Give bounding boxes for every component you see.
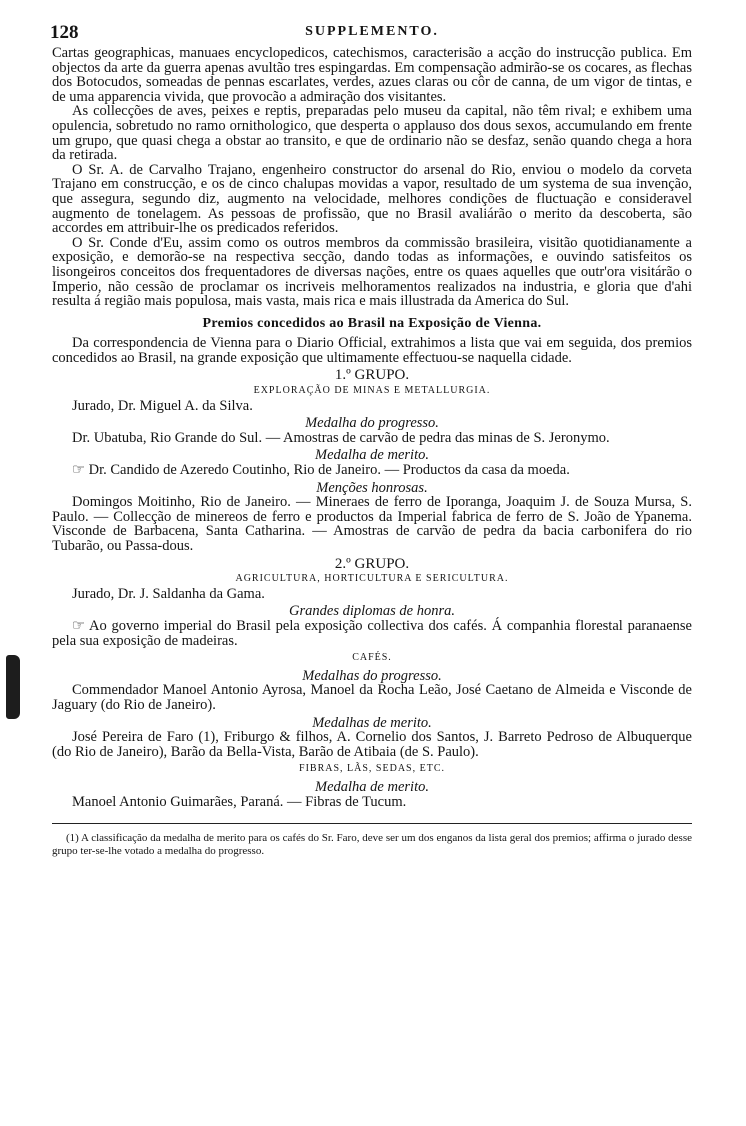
award-entry: Domingos Moitinho, Rio de Janeiro. — Mineraes de ferro de Iporanga, Joaquim J. de Souza Mursa, S. Paulo. — Collecção de minereos de ferro e productos da Imperial fabrica de ferro de S. João de Ypanema. Visconde de Barbacena, Santa Catharina. — Amostras de carvão de pedra da bacia carbonifera do rio Tubarão, ou Passa-dous.	[52, 494, 692, 554]
running-title: SUPPLEMENTO.	[305, 24, 439, 39]
award-category: Medalha do progresso.	[305, 415, 439, 432]
paragraph: O Sr. A. de Carvalho Trajano, engenheiro constructor do arsenal do Rio, enviou o modelo da corveta Trajano em construcção, e os de cinco chalupas movidas a vapor, resultado de um systema de sua invenção, que assegura, segundo diz, augmento na velocidade, melhores condições de fluctuação e consideravel augmento de tonelagem. As pessoas de profissão, que no Brasil avaliárão o merito da descoberta, são accordes em attribuir-lhe os predicados referidos.	[52, 161, 692, 237]
grupo-1-subtitle: EXPLORAÇÃO DE MINAS E METALLURGIA.	[253, 385, 491, 397]
award-entry: Manoel Antonio Guimarães, Paraná. — Fibras de Tucum.	[72, 793, 407, 810]
award-category: Medalha de merito.	[315, 778, 429, 795]
paragraph: Cartas geographicas, manuaes encyclopedicos, catechismos, caracterisão a acção do instrucção publica. Em objectos da arte da guerra apenas avultão tres espingardas. Em compensação admirão-se os cocares, as flechas dos Botocudos, someadas de pennas escarlates, verdes, azues claras ou côr de canna, de um vigor de tintas, e de uma apparencia vivida, que provocão a admiração dos visitantes.	[52, 45, 692, 105]
paragraph: As collecções de aves, peixes e reptis, preparadas pelo museu da capital, não têm rival; e exhibem uma opulencia, sobretudo no ramo ornithologico, que desperta o applauso dos dous sexos, accumulando em frente um grupo, que quasi chega a obstar ao transito, e que de ordinario não se desfaz, senão quando chega a hora da retirada.	[52, 103, 692, 164]
jurado-line: Jurado, Dr. Miguel A. da Silva.	[72, 397, 253, 414]
grupo-2-subtitle: AGRICULTURA, HORTICULTURA E SERICULTURA.	[235, 573, 509, 585]
section-intro: Da correspondencia de Vienna para o Diario Official, extrahimos a lista que vai em seguida, dos premios concedidos ao Brasil, na grande exposição que ultimamente effectuou-se naquella cidade.	[52, 335, 692, 366]
award-entry: Dr. Ubatuba, Rio Grande do Sul. — Amostras de carvão de pedra das minas de S. Jeronymo.	[72, 429, 610, 446]
award-category: Medalhas de merito.	[312, 714, 432, 731]
grupo-1-heading: 1.º GRUPO.	[334, 367, 410, 384]
award-category: Medalhas do progresso.	[302, 667, 442, 684]
binding-mark	[6, 655, 20, 719]
award-entry: José Pereira de Faro (1), Friburgo & filhos, A. Cornelio dos Santos, J. Barreto Pedroso de Albuquerque (do Rio de Janeiro), Barão da Bella-Vista, Barão de Atibaia (de S. Paulo).	[52, 729, 692, 760]
page	[52, 22, 692, 858]
award-category: Medalha de merito.	[315, 447, 429, 464]
award-entry: Commendador Manoel Antonio Ayrosa, Manoel da Rocha Leão, José Caetano de Almeida e Visconde de Jaguary (do Rio de Janeiro).	[52, 682, 692, 713]
page-header	[52, 22, 692, 46]
page-number: 128	[50, 22, 79, 43]
paragraph: O Sr. Conde d'Eu, assim como os outros membros da commissão brasileira, visitão quotidianamente a exposição, e demorão-se na respectiva secção, dando todas as informações, e ouvindo satisfeitos os lisongeiros conceitos dos frequentadores de diversas nações, entre os quaes aquelles que outr'ora visitárão o Imperio, não cessão de proclamar os incriveis melhoramentos realizados na industria, e gloria que d'ahi resulta á região mais populosa, mais vasta, mais rica e mais illustrada da America do Sul.	[52, 234, 692, 310]
subsection-label: FIBRAS, LÃS, SEDAS, ETC.	[299, 763, 445, 775]
subsection-label: CAFÉS.	[352, 652, 392, 664]
grupo-2-heading: 2.º GRUPO.	[334, 555, 410, 572]
jurado-line: Jurado, Dr. J. Saldanha da Gama.	[72, 585, 265, 602]
footnote: (1) A classificação da medalha de merito para os cafés do Sr. Faro, deve ser um dos enganos da lista geral dos premios; affirma o jurado desse grupo ter-se-lhe votado a medalha do progresso.	[52, 832, 692, 858]
award-entry: ☞ Ao governo imperial do Brasil pela exposição collectiva dos cafés. Á companhia florestal paranaense pela sua exposição de madeiras.	[52, 617, 692, 649]
footnote-divider	[52, 823, 692, 824]
section-title: Premios concedidos ao Brasil na Exposição de Vienna.	[202, 315, 542, 331]
award-category: Grandes diplomas de honra.	[289, 603, 455, 620]
award-entry: ☞ Dr. Candido de Azeredo Coutinho, Rio de Janeiro. — Productos da casa da moeda.	[72, 462, 570, 479]
award-category: Menções honrosas.	[316, 479, 428, 496]
body-text	[52, 46, 692, 809]
